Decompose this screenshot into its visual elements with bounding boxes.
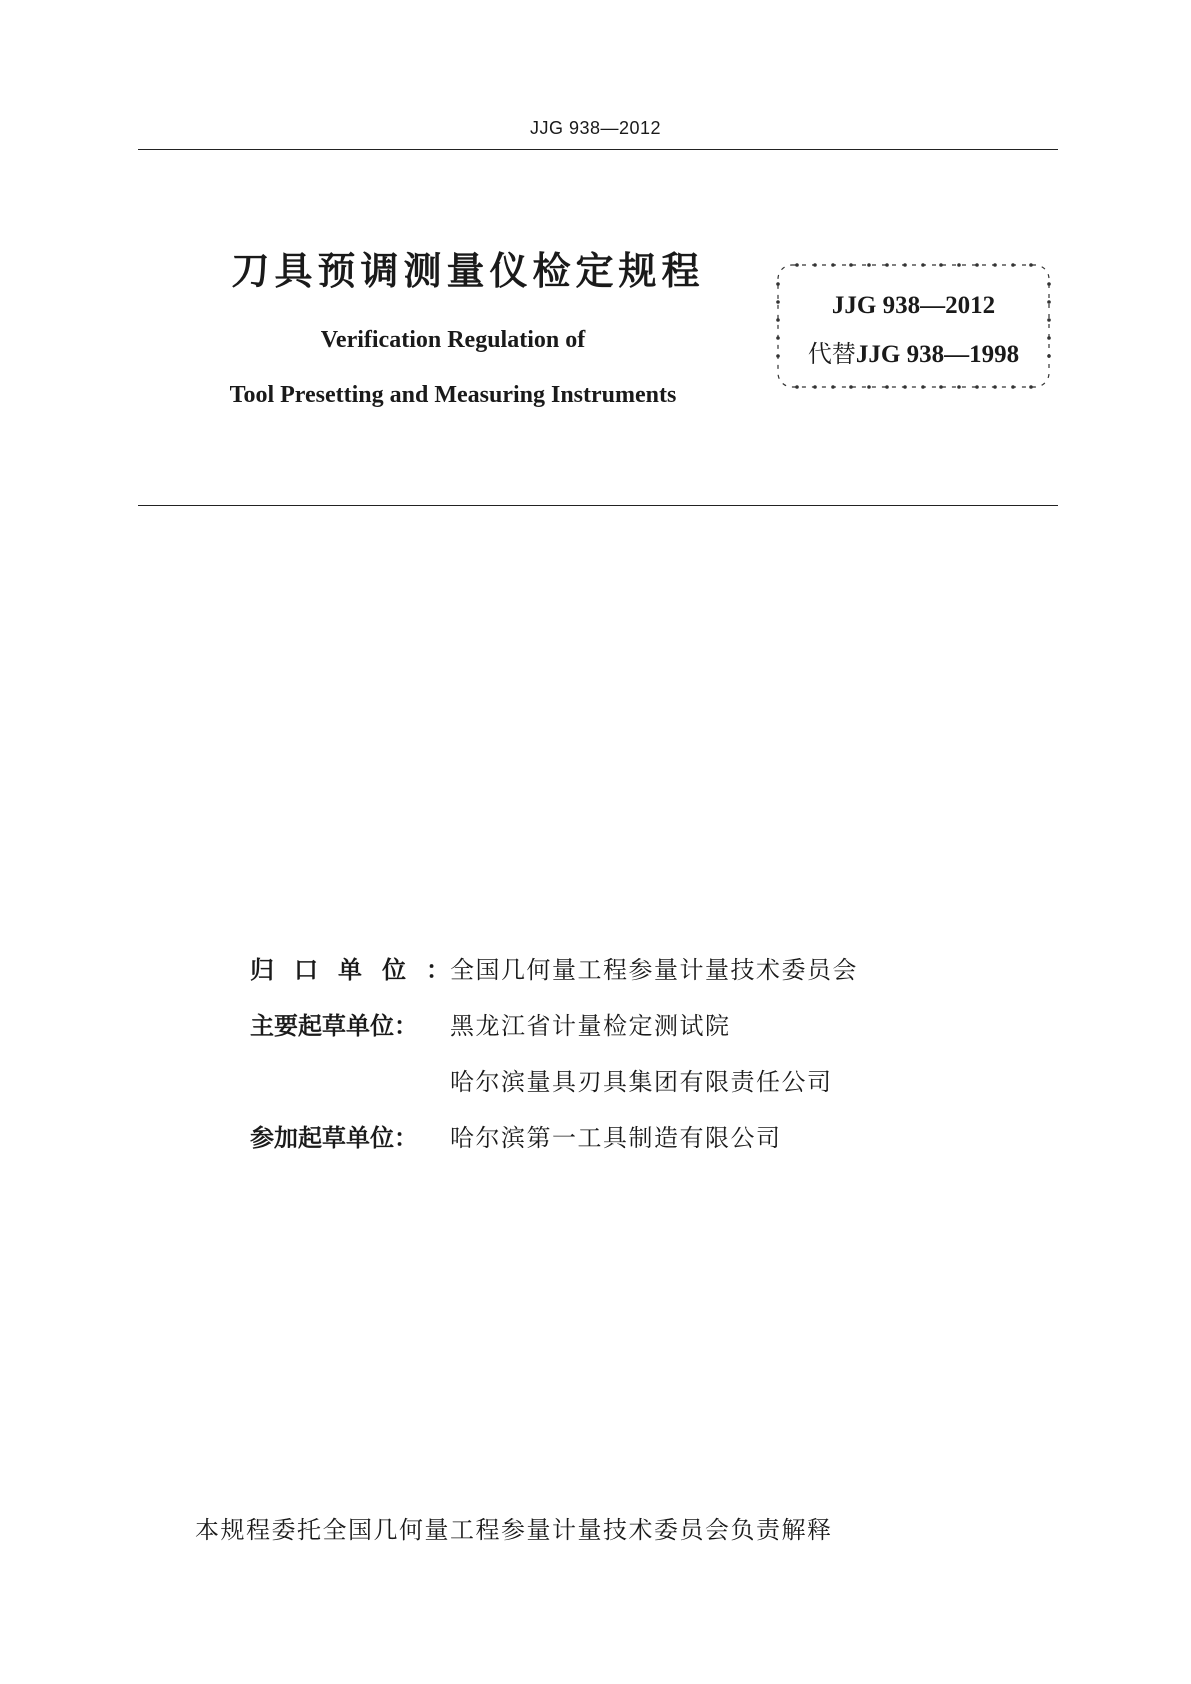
unit-value: 全国几何量工程参量计量技术委员会 <box>450 956 858 984</box>
unit-value: 哈尔滨量具刃具集团有限责任公司 <box>450 1068 833 1096</box>
title-english-line2: Tool Presetting and Measuring Instruments <box>229 382 677 408</box>
title-english-line1: Verification Regulation of <box>320 327 586 353</box>
unit-value: 哈尔滨第一工具制造有限公司 <box>450 1124 782 1152</box>
drafting-units <box>250 950 1050 1174</box>
standard-code-box <box>775 262 1052 390</box>
code-box-current-code: JJG 938—2012 <box>831 292 996 319</box>
unit-row-responsible <box>250 950 1050 1006</box>
title-chinese: 刀具预调测量仪检定规程 <box>231 249 705 293</box>
unit-row-main-drafter-2 <box>250 1062 1050 1118</box>
bottom-rule <box>138 505 1058 506</box>
unit-value: 黑龙江省计量检定测试院 <box>450 1012 731 1040</box>
unit-row-main-drafter <box>250 1006 1050 1062</box>
title-block <box>138 240 768 409</box>
decorative-border-icon <box>775 262 1052 390</box>
top-rule <box>138 149 1058 150</box>
unit-label: 参加起草单位： <box>250 1124 418 1152</box>
replaces-code: JJG 938—1998 <box>855 341 1020 368</box>
replaces-label: 代替 <box>807 340 856 368</box>
unit-label: 主要起草单位： <box>250 1012 418 1040</box>
footer-interpretation-note: 本规程委托全国几何量工程参量计量技术委员会负责解释 <box>195 1516 833 1544</box>
unit-row-participating-drafter <box>250 1118 1050 1174</box>
header-standard-code: JJG 938—2012 <box>529 118 662 138</box>
unit-label: 归口单位： <box>250 956 470 984</box>
code-box-replaces <box>775 334 1052 369</box>
